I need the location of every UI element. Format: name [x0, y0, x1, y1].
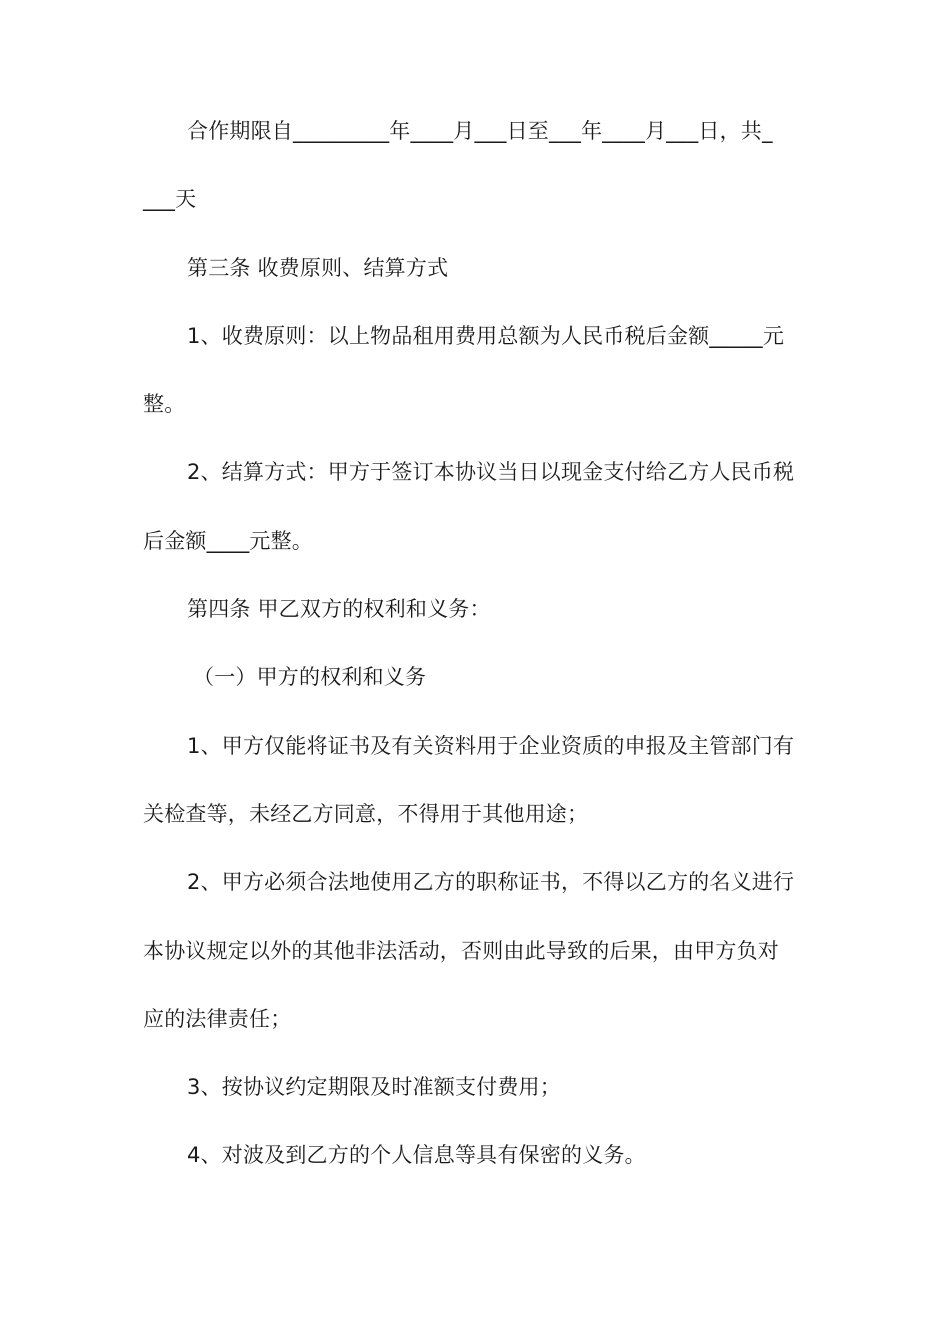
text-line-settlement-cont: 后金额____元整。 [143, 529, 313, 553]
text-line-item-1: 1、甲方仅能将证书及有关资料用于企业资质的申报及主管部门有 [187, 734, 795, 758]
text-line-cooperation-period: 合作期限自_________年____月___日至___年____月___日，共_ [187, 119, 773, 143]
text-line-item-2: 2、甲方必须合法地使用乙方的职称证书，不得以乙方的名义进行 [187, 870, 795, 894]
text-line-item-2-cont-2: 应的法律责任； [143, 1007, 292, 1031]
text-line-cooperation-days: ___天 [143, 187, 197, 211]
text-line-item-3: 3、按协议约定期限及时准额支付费用； [187, 1075, 561, 1099]
text-line-item-2-cont: 本协议规定以外的其他非法活动，否则由此导致的后果，由甲方负对 [143, 939, 779, 963]
text-line-fee-principle-cont: 整。 [143, 392, 186, 416]
section-heading-party-a: （一）甲方的权利和义务 [193, 665, 427, 689]
text-line-fee-principle: 1、收费原则：以上物品租用费用总额为人民币税后金额_____元 [187, 324, 785, 348]
article-heading-3: 第三条 收费原则、结算方式 [187, 256, 449, 280]
text-line-item-1-cont: 关检查等，未经乙方同意，不得用于其他用途； [143, 802, 589, 826]
text-line-settlement: 2、结算方式：甲方于签订本协议当日以现金支付给乙方人民币税 [187, 460, 795, 484]
article-heading-4: 第四条 甲乙双方的权利和义务： [187, 597, 491, 621]
text-line-item-4: 4、对波及到乙方的个人信息等具有保密的义务。 [187, 1143, 646, 1167]
